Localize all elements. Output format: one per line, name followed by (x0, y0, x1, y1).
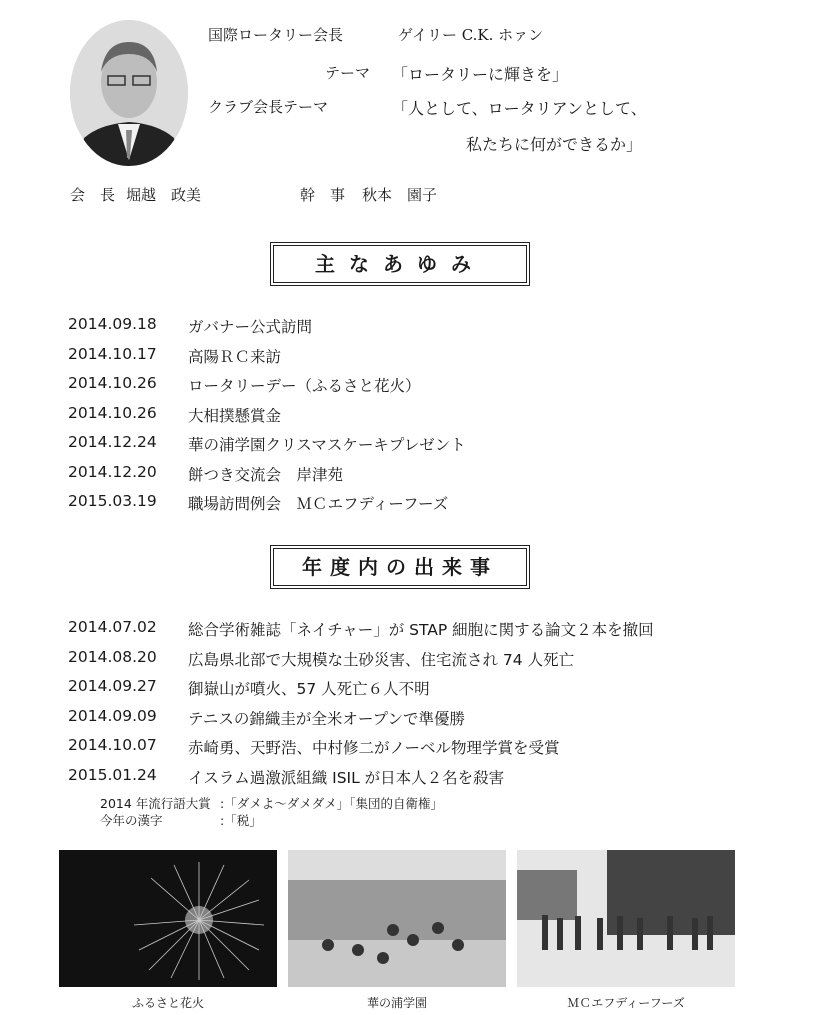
list-item (68, 618, 654, 648)
list-item (68, 433, 466, 463)
note-label: 今年の漢字 (100, 813, 163, 828)
item-date: 2014.10.26 (68, 403, 157, 422)
item-text: ガバナー公式訪問 (188, 318, 313, 336)
milestones-list (68, 315, 466, 522)
list-item (68, 736, 654, 766)
item-text: 御嶽山が噴火、57 人死亡６人不明 (188, 680, 430, 698)
note-label: 2014 年流行語大賞 (100, 796, 211, 811)
photo-mc-fd-foods (517, 850, 735, 987)
president-label: 会 長 (70, 186, 116, 204)
item-text: ロータリーデー（ふるさと花火） (188, 377, 421, 395)
list-item (68, 492, 466, 522)
item-date: 2015.03.19 (68, 492, 157, 510)
note-row (100, 812, 443, 829)
item-text: 大相撲懸賞金 (188, 406, 282, 425)
ri-president-label: 国際ロータリー会長 (208, 26, 344, 44)
item-date: 2014.10.17 (68, 344, 157, 363)
item-text: 華の浦学園クリスマスケーキプレゼント (188, 436, 466, 454)
section-heading-events (270, 545, 530, 589)
club-theme-line2: 私たちに何ができるか」 (466, 135, 643, 154)
note-row (100, 795, 443, 812)
item-text: 広島県北部で大規模な土砂災害、住宅流され 74 人死亡 (188, 650, 575, 669)
photo-caption: ふるさと花火 (131, 996, 204, 1010)
item-date: 2014.07.02 (68, 618, 157, 636)
item-date: 2014.09.27 (68, 677, 157, 695)
list-item (68, 315, 466, 345)
ri-president-name: ゲイリー C.K. ホァン (398, 26, 544, 44)
item-date: 2014.12.20 (68, 462, 157, 481)
item-text: 高陽ＲＣ来訪 (188, 347, 282, 366)
list-item (68, 766, 654, 796)
theme: 「ロータリーに輝きを」 (392, 65, 569, 84)
note-value: :「税」 (220, 813, 262, 828)
club-theme-line1: 「人として、ロータリアンとして、 (392, 99, 647, 118)
item-date: 2014.10.26 (68, 374, 157, 392)
item-date: 2014.12.24 (68, 433, 157, 451)
photo-caption: 華の浦学園 (366, 996, 427, 1010)
events-list (68, 618, 654, 795)
item-text: 餅つき交流会 岸津苑 (188, 465, 344, 484)
photo-caption: ＭＣエフディーフーズ (567, 996, 685, 1010)
note-value: :「ダメよ～ダメダメ」「集団的自衛権」 (220, 796, 443, 811)
list-item (68, 677, 654, 707)
item-text: テニスの錦織圭が全米オープンで準優勝 (188, 709, 465, 728)
notes (100, 795, 443, 829)
item-text: 赤崎勇、天野浩、中村修二がノーベル物理学賞を受賞 (188, 739, 560, 757)
item-text: イスラム過激派組織 ISIL が日本人２名を殺害 (188, 768, 505, 787)
president-name: 堀越 政美 (126, 186, 202, 204)
secretary-label: 幹 事 (300, 186, 346, 204)
president-portrait (70, 20, 188, 166)
photo-fireworks (59, 850, 277, 987)
list-item (68, 463, 466, 493)
theme-label: テーマ (325, 64, 371, 82)
item-date: 2014.09.09 (68, 706, 157, 725)
item-text: 職場訪問例会 ＭＣエフディーフーズ (188, 495, 449, 513)
club-theme-label: クラブ会長テーマ (208, 98, 329, 116)
list-item (68, 648, 654, 678)
section-heading-milestones (270, 242, 530, 286)
list-item (68, 374, 466, 404)
photo-hananoura-gakuen (288, 850, 506, 987)
secretary-name: 秋本 園子 (362, 186, 438, 204)
item-text: 総合学術雑誌「ネイチャー」が STAP 細胞に関する論文２本を撤回 (188, 621, 654, 639)
item-date: 2014.08.20 (68, 647, 157, 666)
item-date: 2014.09.18 (68, 315, 157, 333)
list-item (68, 404, 466, 434)
item-date: 2014.10.07 (68, 736, 157, 754)
section-title: 主なあゆみ (273, 245, 527, 283)
item-date: 2015.01.24 (68, 765, 157, 784)
list-item (68, 345, 466, 375)
section-title: 年度内の出来事 (273, 548, 527, 586)
list-item (68, 707, 654, 737)
